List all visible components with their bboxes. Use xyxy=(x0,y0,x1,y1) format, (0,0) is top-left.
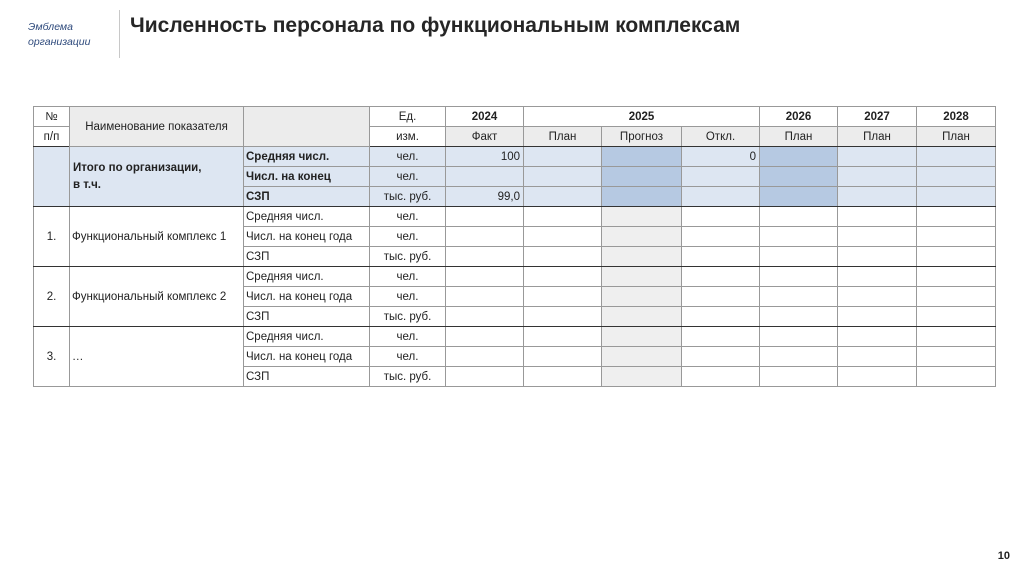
value-cell xyxy=(838,307,917,327)
value-cell xyxy=(917,307,996,327)
value-cell xyxy=(917,267,996,287)
header-plan-2025: План xyxy=(524,127,602,147)
value-cell xyxy=(917,287,996,307)
value-cell xyxy=(602,327,682,347)
header-unit-cell-2: изм. xyxy=(370,127,446,147)
value-cell xyxy=(524,207,602,227)
value-cell xyxy=(446,367,524,387)
value-cell xyxy=(446,287,524,307)
value-cell xyxy=(838,327,917,347)
value-cell xyxy=(760,187,838,207)
table-row xyxy=(34,267,996,287)
value-cell xyxy=(524,147,602,167)
header-num-cell: № xyxy=(34,107,70,127)
value-cell xyxy=(838,247,917,267)
value-cell xyxy=(682,187,760,207)
page-title: Численность персонала по функциональным комплексам xyxy=(130,14,741,37)
value-cell xyxy=(682,307,760,327)
header-empty-cell xyxy=(244,107,370,147)
value-cell xyxy=(838,227,917,247)
value-cell xyxy=(446,347,524,367)
logo-line-1: Эмблема xyxy=(28,21,73,33)
value-cell xyxy=(917,207,996,227)
unit-cell: тыс. руб. xyxy=(370,187,446,207)
value-cell xyxy=(602,347,682,367)
value-cell xyxy=(760,287,838,307)
group-num-cell: 2. xyxy=(34,267,70,327)
indicator-cell: СЗП xyxy=(244,367,370,387)
value-cell xyxy=(760,227,838,247)
header-year-2025: 2025 xyxy=(524,107,760,127)
unit-cell: тыс. руб. xyxy=(370,367,446,387)
value-cell xyxy=(682,327,760,347)
value-cell xyxy=(760,147,838,167)
header-plan-2028: План xyxy=(917,127,996,147)
value-cell xyxy=(602,247,682,267)
value-cell xyxy=(524,267,602,287)
unit-cell: чел. xyxy=(370,147,446,167)
value-cell xyxy=(682,167,760,187)
unit-cell: чел. xyxy=(370,287,446,307)
value-cell xyxy=(524,247,602,267)
header-divider xyxy=(119,10,120,58)
value-cell xyxy=(602,227,682,247)
value-cell xyxy=(760,207,838,227)
value-cell xyxy=(917,147,996,167)
value-cell xyxy=(917,247,996,267)
value-cell xyxy=(838,347,917,367)
indicator-cell: Средняя числ. xyxy=(244,267,370,287)
table-row xyxy=(34,327,996,347)
unit-cell: чел. xyxy=(370,267,446,287)
value-cell xyxy=(838,187,917,207)
value-cell xyxy=(917,347,996,367)
headcount-table xyxy=(33,106,996,387)
value-cell xyxy=(446,327,524,347)
total-label-line-2: в т.ч. xyxy=(73,178,101,191)
value-cell xyxy=(602,167,682,187)
indicator-cell: СЗП xyxy=(244,307,370,327)
header-row-1 xyxy=(34,107,996,127)
value-cell xyxy=(524,227,602,247)
total-label-line-1: Итого по организации, xyxy=(73,161,202,174)
header-plan-2027: План xyxy=(838,127,917,147)
group-name-cell: Функциональный комплекс 2 xyxy=(70,267,244,327)
organization-logo xyxy=(28,20,118,50)
value-cell xyxy=(446,207,524,227)
value-cell xyxy=(838,267,917,287)
value-cell xyxy=(838,367,917,387)
value-cell xyxy=(760,327,838,347)
value-cell xyxy=(682,267,760,287)
unit-cell: чел. xyxy=(370,207,446,227)
header-year-2024: 2024 xyxy=(446,107,524,127)
value-cell xyxy=(524,347,602,367)
indicator-cell: СЗП xyxy=(244,247,370,267)
indicator-cell: Числ. на конец xyxy=(244,167,370,187)
value-cell xyxy=(524,327,602,347)
value-cell xyxy=(682,367,760,387)
header-unit-cell: Ед. xyxy=(370,107,446,127)
header-fact: Факт xyxy=(446,127,524,147)
page-number: 10 xyxy=(997,550,1010,562)
value-cell xyxy=(682,347,760,367)
unit-cell: чел. xyxy=(370,227,446,247)
unit-cell: чел. xyxy=(370,327,446,347)
table-row xyxy=(34,207,996,227)
value-cell xyxy=(838,207,917,227)
header-year-2027: 2027 xyxy=(838,107,917,127)
value-cell xyxy=(524,307,602,327)
header-num-cell-2: п/п xyxy=(34,127,70,147)
value-cell xyxy=(524,287,602,307)
value-cell xyxy=(760,247,838,267)
logo-line-2: организации xyxy=(28,36,91,48)
indicator-cell: СЗП xyxy=(244,187,370,207)
value-cell xyxy=(838,167,917,187)
value-cell xyxy=(917,227,996,247)
value-cell xyxy=(682,247,760,267)
value-cell: 100 xyxy=(446,147,524,167)
value-cell: 0 xyxy=(682,147,760,167)
value-cell xyxy=(838,287,917,307)
value-cell xyxy=(682,287,760,307)
value-cell xyxy=(446,167,524,187)
value-cell xyxy=(446,227,524,247)
indicator-cell: Числ. на конец года xyxy=(244,227,370,247)
value-cell xyxy=(524,167,602,187)
group-num-cell: 1. xyxy=(34,207,70,267)
header-year-2026: 2026 xyxy=(760,107,838,127)
unit-cell: чел. xyxy=(370,347,446,367)
value-cell xyxy=(602,367,682,387)
value-cell xyxy=(602,187,682,207)
header-name-cell: Наименование показателя xyxy=(70,107,244,147)
group-num-cell: 3. xyxy=(34,327,70,387)
value-cell xyxy=(917,367,996,387)
value-cell xyxy=(917,187,996,207)
header-year-2028: 2028 xyxy=(917,107,996,127)
indicator-cell: Средняя числ. xyxy=(244,207,370,227)
value-cell xyxy=(602,147,682,167)
total-num-cell xyxy=(34,147,70,207)
table-row xyxy=(34,147,996,167)
value-cell xyxy=(602,207,682,227)
value-cell xyxy=(602,307,682,327)
header-deviation-2025: Откл. xyxy=(682,127,760,147)
group-name-cell: … xyxy=(70,327,244,387)
value-cell xyxy=(682,227,760,247)
value-cell xyxy=(760,267,838,287)
unit-cell: тыс. руб. xyxy=(370,307,446,327)
value-cell xyxy=(838,147,917,167)
value-cell xyxy=(760,367,838,387)
header-plan-2026: План xyxy=(760,127,838,147)
value-cell xyxy=(524,367,602,387)
value-cell xyxy=(760,347,838,367)
total-label-cell xyxy=(70,147,244,207)
value-cell xyxy=(760,167,838,187)
header-forecast-2025: Прогноз xyxy=(602,127,682,147)
value-cell xyxy=(602,267,682,287)
value-cell xyxy=(446,267,524,287)
indicator-cell: Числ. на конец года xyxy=(244,347,370,367)
indicator-cell: Числ. на конец года xyxy=(244,287,370,307)
indicator-cell: Средняя числ. xyxy=(244,327,370,347)
value-cell xyxy=(682,207,760,227)
group-name-cell: Функциональный комплекс 1 xyxy=(70,207,244,267)
value-cell xyxy=(760,307,838,327)
value-cell xyxy=(602,287,682,307)
value-cell xyxy=(917,167,996,187)
value-cell xyxy=(917,327,996,347)
indicator-cell: Средняя числ. xyxy=(244,147,370,167)
unit-cell: чел. xyxy=(370,167,446,187)
value-cell: 99,0 xyxy=(446,187,524,207)
value-cell xyxy=(446,307,524,327)
value-cell xyxy=(446,247,524,267)
value-cell xyxy=(524,187,602,207)
unit-cell: тыс. руб. xyxy=(370,247,446,267)
